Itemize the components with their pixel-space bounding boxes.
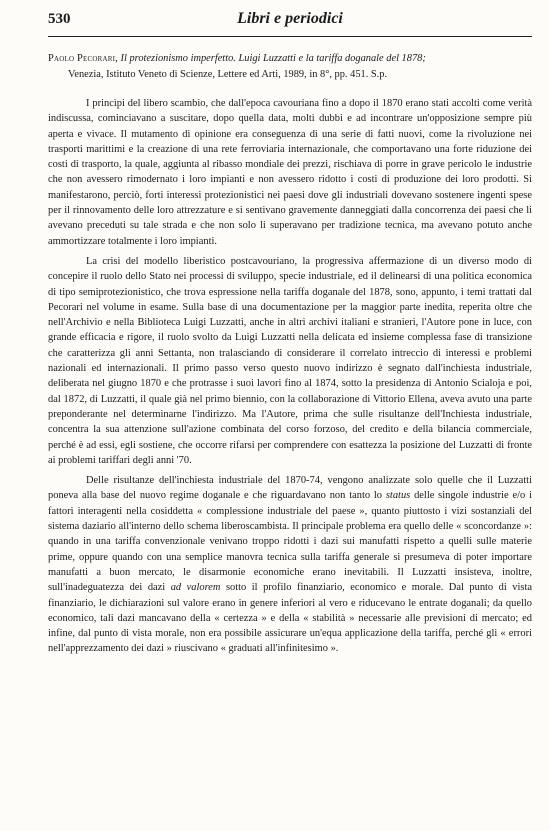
journal-title: Libri e periodici	[237, 10, 343, 27]
paragraph-2	[48, 254, 532, 468]
review-body	[48, 96, 532, 657]
italic-term-status: status	[385, 490, 411, 502]
bibliographic-entry	[48, 51, 532, 82]
paragraph-3-text-c: sotto il profilo finanziario, economico e morale. Dal punto di vista finanziario, le dichiarazioni sul valore erano in genere inferiori al vero e riducevano le entrate doganali; da quello economico, tali dazi mancavano della « certezza » e della « stabilità » necessarie alle previsioni di mercato; ed infine, dal punto di vista morale, non era possibile assicurare un'equa applicazione della tariffa, perché gli « errori nell'apprezzamento dei dazi » riuscivano « graduati all'infinitesimo ».	[48, 582, 532, 655]
paragraph-3-text-a: Delle risultanze dell'inchiesta industriale del 1870-74, vengono analizzate solo quelle che il Luzzatti poneva alla base del nuovo regime doganale e che riguardavano non tanto lo	[48, 475, 532, 502]
review-book-title: Il protezionismo imperfetto. Luigi Luzzatti e la tariffa doganale del 1878;	[120, 53, 426, 64]
paragraph-3-text-b: delle singole industrie e/o i fattori interagenti nella cosiddetta « complessione industriale del paese », quanto piuttosto i vizi sostanziali del sistema daziario all'interno dello schema liberoscambista. Il principale problema era quello delle « sconcordanze »: quando in una tariffa convenzionale venivano troppo ridotti i dazi sui manufatti rispetto a quelli sulle materie prime, oppure quando con una semplice manovra tecnica sulla tariffa generale si presumeva di poter importare manufatti a buon mercato, le disarmonie economiche erano inevitabili. Il Luzzatti insisteva, inoltre, sull'inadeguatezza dei dazi	[48, 490, 532, 594]
running-head	[48, 10, 532, 37]
review-publication-info: Venezia, Istituto Veneto di Scienze, Lettere ed Arti, 1989, in 8°, pp. 451. S.p.	[68, 68, 388, 80]
paragraph-1	[48, 96, 532, 249]
page-number: 530	[48, 11, 71, 27]
paragraph-1-text: I princìpi del libero scambio, che dall'epoca cavouriana fino a dopo il 1870 erano stati accolti come verità indiscussa, cominciavano a suscitare, dopo quella data, molti dubbi e ad incontrare un'opposizione sempre più aperta e vivace. Il mutamento di opinione era conseguenza di una serie di fatti nuovi, come la rivoluzione nei trasporti marittimi e la creazione di una rete ferroviaria internazionale, che comportavano una forte riduzione dei costi di trasporto, la quale, aggiunta al ribasso mondiale dei prezzi, rischiava di porre in grave pericolo le industrie che non avessero rimodernato i loro impianti e non avessero ridotto i costi di produzione dei loro prodotti. Si manifestarono, perciò, forti interessi protezionistici nei paesi dove gli industriali dovevano sostenere ingenti spese per il rinnovamento delle loro attrezzature e si sentivano gravemente danneggiati dalla concorrenza dei paesi che li avevano preceduti su tale strada e che non solo li superavano per tradizione tecnica, ma avevano potuto anche ammortizzare totalmente i loro impianti.	[48, 98, 532, 247]
italic-term-ad-valorem: ad valorem	[170, 582, 221, 594]
paragraph-2-text: La crisi del modello liberistico postcavouriano, la progressiva affermazione di un diverso modo di concepire il ruolo dello Stato nei processi di sviluppo, specie industriale, ed il delinearsi di una politica economica di tipo semiprotezionistico, che trova espressione nella tariffa doganale del 1878, sono, appunto, i temi trattati dal Pecorari nel volume in esame. Sulla base di una documentazione per la maggior parte inedita, reperita oltre che nell'Archivio e nella Biblioteca Luigi Luzzatti, anche in altri archivi italiani e stranieri, l'Autore pone in luce, con grande efficacia e rigore, il ruolo svolto da Luigi Luzzatti nella delicata ed insieme complessa fase di transizione che caratterizza gli anni Settanta, non tralasciando di considerare il correlato intreccio di interessi e problemi nazionali ed internazionali. Il primo passo verso questo nuovo indirizzo è segnato dall'inchiesta industriale, deliberata nel giugno 1870 e che protrasse i suoi lavori fino al 1874, sotto la presidenza di Antonio Scialoja e poi, dal 1872, di Luzzatti, il quale già nel primo biennio, con la collaborazione di Vittorio Ellena, aveva avuto una parte preponderante nel determinarne l'indirizzo. Ma l'Autore, prima che sulle risultanze dell'Inchiesta industriale, concentra la sua attenzione sull'azione combinata del corso forzoso, del credito e della bilancia commerciale, perché è ad essi, egli sostiene, che occorre rifarsi per comprendere con esattezza la posizione del Luzzatti di fronte ai problemi tariffari degli anni '70.	[48, 255, 532, 466]
review-author: Paolo Pecorari,	[48, 53, 118, 64]
paragraph-3	[48, 473, 532, 657]
